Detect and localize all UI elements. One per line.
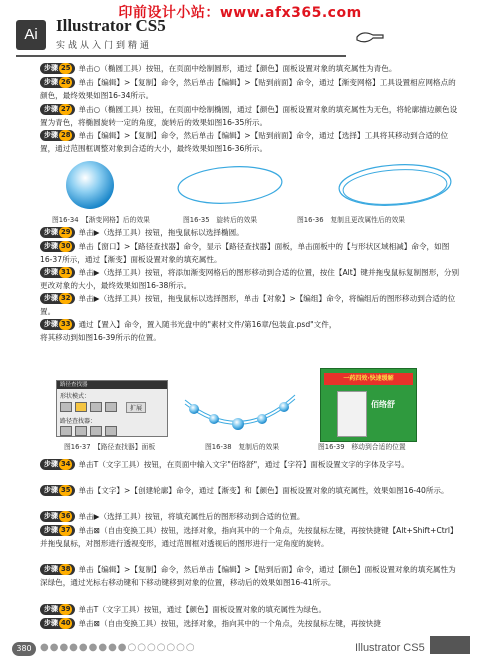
step-badge: 步骤 39 xyxy=(40,604,75,615)
pathfinders-row xyxy=(57,425,167,437)
step-40 xyxy=(40,617,460,630)
step-text: 单击T（文字工具）按钮，通过【颜色】面板设置对象的填充属性为绿色。 xyxy=(78,605,327,614)
step-37 xyxy=(40,524,460,550)
step-text: 通过【置入】命令，置入随书光盘中的"素材文件/第16章/包装盒.psd"文件，将其移动到如图16-39所示的位置。 xyxy=(40,320,337,342)
bubble-arc-figure xyxy=(180,385,300,435)
shape-modes-row xyxy=(57,402,167,413)
step-badge: 步骤 34 xyxy=(40,459,75,470)
step-badge: 步骤 27 xyxy=(40,104,75,115)
caption-16-39: 图16-39 移动到合适的位置 xyxy=(318,443,406,451)
step-35 xyxy=(40,484,460,497)
box-image xyxy=(337,391,367,437)
step-badge: 步骤 29 xyxy=(40,227,75,238)
bubble xyxy=(189,404,199,414)
caption-16-36: 图16-36 复制且更改属性后的效果 xyxy=(297,216,406,224)
step-text: 单击○（椭圆工具）按钮，在页面中绘制圆形，通过【颜色】面板设置对象的填充属性为青色。 xyxy=(78,64,397,73)
step-29 xyxy=(40,226,460,239)
step-34 xyxy=(40,458,460,471)
step-badge: 步骤 36 xyxy=(40,511,75,522)
pathfinder-panel xyxy=(56,380,168,437)
step-text: 单击▶（选择工具）按钮，将填充属性后的图形移动到合适的位置。 xyxy=(78,512,305,521)
step-badge: 步骤 25 xyxy=(40,63,75,74)
panel-title: 路径查找器 xyxy=(57,381,167,389)
merge-button[interactable] xyxy=(90,426,102,436)
divide-button[interactable] xyxy=(60,426,72,436)
app-logo: Ai xyxy=(16,20,46,50)
bubble xyxy=(279,402,289,412)
step-badge: 步骤 37 xyxy=(40,525,75,536)
expand-button[interactable]: 扩展 xyxy=(126,402,146,413)
book-title: Illustrator CS5 xyxy=(56,16,166,35)
copied-ellipse-outer xyxy=(338,161,453,209)
step-badge: 步骤 30 xyxy=(40,241,75,252)
box-headline: 一药四效·快速缓解 xyxy=(324,373,413,385)
caption-16-38: 图16-38 复制后的效果 xyxy=(205,443,280,451)
step-badge: 步骤 33 xyxy=(40,319,75,330)
step-31 xyxy=(40,266,460,292)
step-36 xyxy=(40,510,460,523)
caption-16-34: 图16-34 【渐变网格】后的效果 xyxy=(52,216,150,224)
rotated-ellipse xyxy=(177,163,283,206)
step-badge: 步骤 35 xyxy=(40,485,75,496)
bubble xyxy=(209,414,219,424)
unite-button[interactable] xyxy=(60,402,72,412)
gradient-mesh-circle xyxy=(66,161,114,209)
step-badge: 步骤 40 xyxy=(40,618,75,629)
step-text: 单击T（文字工具）按钮，在页面中输入文字"佰络舒"，通过【字符】面板设置文字的字体及字号。 xyxy=(78,460,410,469)
step-text: 单击【编辑】>【复制】命令，然后单击【编辑】>【贴到前面】命令，通过【渐变网格】工具设置相应网格点的颜色，最终效果如图16-34所示。 xyxy=(40,78,456,100)
step-28 xyxy=(40,129,460,155)
footer-brand: Illustrator CS5 xyxy=(355,642,425,654)
intersect-button[interactable] xyxy=(90,402,102,412)
crop-button[interactable] xyxy=(105,426,117,436)
step-badge: 步骤 32 xyxy=(40,293,75,304)
step-badge: 步骤 31 xyxy=(40,267,75,278)
book-subtitle: 实战从入门到精通 xyxy=(56,41,153,51)
step-badge: 步骤 28 xyxy=(40,130,75,141)
step-badge: 步骤 26 xyxy=(40,77,75,88)
step-text: 单击⊠（自由变换工具）按钮，选择对象，指向其中的一个角点，先按鼠标左键，再按快捷 xyxy=(78,619,381,628)
step-26 xyxy=(40,76,460,102)
step-text: 单击▶（选择工具）按钮，将添加渐变网格后的图形移动到合适的位置，按住【Alt】键并拖曳鼠标复制图形，分别更改对象的大小，最终效果如图16-38所示。 xyxy=(40,268,460,290)
step-text: 单击【文字】>【创建轮廓】命令，通过【渐变】和【颜色】面板设置对象的填充属性，效果如图16-40所示。 xyxy=(78,486,449,495)
step-text: 单击▶（选择工具）按钮，拖曳鼠标以选择椭圆。 xyxy=(78,228,244,237)
caption-16-35: 图16-35 旋转后的效果 xyxy=(183,216,258,224)
step-27 xyxy=(40,103,460,129)
step-badge: 步骤 38 xyxy=(40,564,75,575)
step-25 xyxy=(40,62,460,75)
watermark: 印前设计小站：www.afx365.com xyxy=(118,5,362,21)
figures-row-1 xyxy=(50,158,470,213)
step-30 xyxy=(40,240,460,266)
step-39 xyxy=(40,603,460,616)
pathfinders-label: 路径查找器： xyxy=(60,418,97,425)
bubble xyxy=(257,414,267,424)
step-text: 单击○（椭圆工具）按钮，在页面中绘制椭圆，通过【颜色】面板设置对象的填充属性为无色，将轮廓描边颜色设置为青色，将椭圆旋转一定的角度，旋转后的效果如图16-35所示。 xyxy=(40,105,458,127)
footer-bar xyxy=(430,636,470,654)
step-32 xyxy=(40,292,460,318)
step-text: 单击▶（选择工具）按钮，拖曳鼠标以选择图形，单击【对象】>【编组】命令，将编组后的图形移动到合适的位置。 xyxy=(40,294,456,316)
box-brand: 佰络舒 xyxy=(371,400,395,409)
caption-16-37: 图16-37 【路径查找器】面板 xyxy=(64,443,156,451)
step-text: 单击【编辑】>【复制】命令，然后单击【编辑】>【贴到后面】命令，通过【颜色】面板设置对象的填充属性为深绿色，通过光标右移动键和下移动键移到对象的位置，移动后的效果如图16-41所示。 xyxy=(40,565,456,587)
step-text: 单击⊠（自由变换工具）按钮，选择对象，指向其中的一个角点，先按鼠标左键，再按快捷键【Alt+Shift+Ctrl】并拖曳鼠标，对图形进行透视变形，通过范围框对透视后的图形进行一定角度的旋转。 xyxy=(40,526,458,548)
step-38 xyxy=(40,563,460,589)
minus-front-button[interactable] xyxy=(75,402,87,412)
trim-button[interactable] xyxy=(75,426,87,436)
step-text: 单击【窗口】>【路径查找器】命令，显示【路径查找器】面板，单击面板中的【与形状区域相减】命令，如图16-37所示，通过【渐变】面板设置对象的填充属性。 xyxy=(40,242,450,264)
shape-modes-label: 形状模式： xyxy=(60,393,91,400)
header-divider xyxy=(16,55,346,57)
bubble xyxy=(232,418,244,430)
footer-dots: ●●●●●●●●●○○○○○○○ xyxy=(40,642,196,653)
step-text: 单击【编辑】>【复制】命令，然后单击【编辑】>【贴到前面】命令，通过【选择】工具将其移动到合适的位置，通过范围框调整对象到合适的大小，最终效果如图16-36所示。 xyxy=(40,131,449,153)
package-box-figure xyxy=(320,368,417,442)
hand-pointer-icon xyxy=(355,28,385,46)
exclude-button[interactable] xyxy=(105,402,117,412)
page-number: 380 xyxy=(12,642,36,656)
step-33 xyxy=(40,318,340,344)
